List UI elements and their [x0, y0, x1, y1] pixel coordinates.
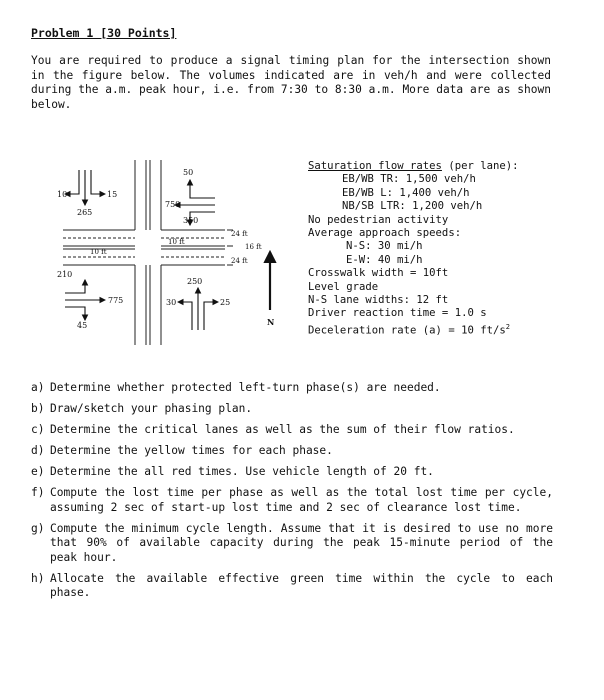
grade-note: Level grade — [308, 280, 379, 293]
question-item — [31, 465, 553, 480]
speeds-heading: Average approach speeds: — [308, 227, 462, 240]
question-text: Compute the minimum cycle length. Assume that it is desired to use no more that 90% of available capacity during the peak 15-minute period of the peak hour. — [50, 521, 553, 564]
ne-left-volume: 350 — [183, 216, 199, 225]
question-text: Determine the all red times. Use vehicle length of 20 ft. — [50, 465, 434, 478]
sw-left-volume: 210 — [57, 270, 73, 279]
intersection-data — [308, 160, 519, 338]
intersection-diagram — [55, 150, 285, 350]
nw-through-volume: 265 — [77, 208, 93, 217]
decel-exponent: 2 — [505, 322, 510, 331]
question-item — [31, 423, 553, 438]
question-item — [31, 381, 553, 396]
inner-lane-width-label: 10 ft — [168, 238, 185, 246]
se-through-volume: 30 — [166, 298, 177, 307]
sat-ltr: NB/SB LTR: 1,200 veh/h — [342, 200, 483, 213]
question-text: Draw/sketch your phasing plan. — [50, 402, 253, 415]
sat-tr: EB/WB TR: 1,500 veh/h — [342, 173, 476, 186]
sw-right-volume: 45 — [77, 321, 88, 330]
question-text: Allocate the available effective green time within the cycle to each phase. — [50, 571, 553, 599]
width-top-label: 24 ft — [231, 230, 248, 238]
left-lane-width-label: 10 ft — [90, 248, 107, 256]
question-label: g) — [31, 521, 45, 535]
question-text: Determine whether protected left-turn phase(s) are needed. — [50, 381, 441, 394]
question-label: h) — [31, 571, 45, 585]
problem-intro: You are required to produce a signal timing plan for the intersection shown in the figure below. The volumes indicated are in veh/h and were collected during the a.m. peak hour, i.e. from 7:30 to 8:30 a.m. More data are as shown below. — [31, 54, 551, 111]
question-label: b) — [31, 402, 45, 415]
deceleration-rate — [308, 321, 519, 338]
decel-prefix: Deceleration rate (a) = 10 ft/s — [308, 324, 506, 337]
question-label: d) — [31, 444, 45, 457]
north-label: N — [267, 317, 275, 327]
sat-suffix: (per lane): — [448, 160, 519, 172]
question-text: Compute the lost time per phase as well as the total lost time per cycle, assuming 2 sec of start-up lost time and 2 sec of clearance lost time. — [50, 486, 553, 514]
ne-through-volume: 750 — [165, 200, 181, 209]
question-item — [31, 486, 553, 515]
question-item — [31, 444, 553, 459]
question-item — [31, 572, 553, 601]
se-right-volume: 25 — [220, 298, 231, 307]
width-middle-label: 16 ft — [245, 243, 262, 251]
question-label: f) — [31, 486, 45, 499]
question-label: c) — [31, 423, 45, 436]
ne-right-volume: 50 — [183, 168, 194, 177]
nw-right-volume: 15 — [107, 190, 118, 199]
problem-title: Problem 1 [30 Points] — [31, 26, 177, 40]
width-bottom-label: 24 ft — [231, 257, 248, 265]
ns-lane-widths: N-S lane widths: 12 ft — [308, 294, 449, 307]
pedestrian-note: No pedestrian activity — [308, 213, 449, 226]
question-item — [31, 522, 553, 566]
question-text: Determine the yellow times for each phase. — [50, 444, 333, 457]
speed-ns: N-S: 30 mi/h — [346, 240, 423, 253]
question-list — [31, 381, 553, 607]
sat-l: EB/WB L: 1,400 veh/h — [342, 186, 470, 199]
sat-heading: Saturation flow rates — [308, 160, 442, 172]
crosswalk-width: Crosswalk width = 10ft — [308, 267, 449, 280]
nw-left-volume: 10 — [57, 190, 68, 199]
reaction-time: Driver reaction time = 1.0 s — [308, 307, 487, 320]
question-label: a) — [31, 381, 45, 394]
question-text: Determine the critical lanes as well as the sum of their flow ratios. — [50, 423, 515, 436]
question-item — [31, 402, 553, 417]
question-label: e) — [31, 465, 45, 478]
se-left-volume: 250 — [187, 277, 203, 286]
speed-ew: E-W: 40 mi/h — [346, 253, 423, 266]
sw-through-volume: 775 — [108, 296, 124, 305]
